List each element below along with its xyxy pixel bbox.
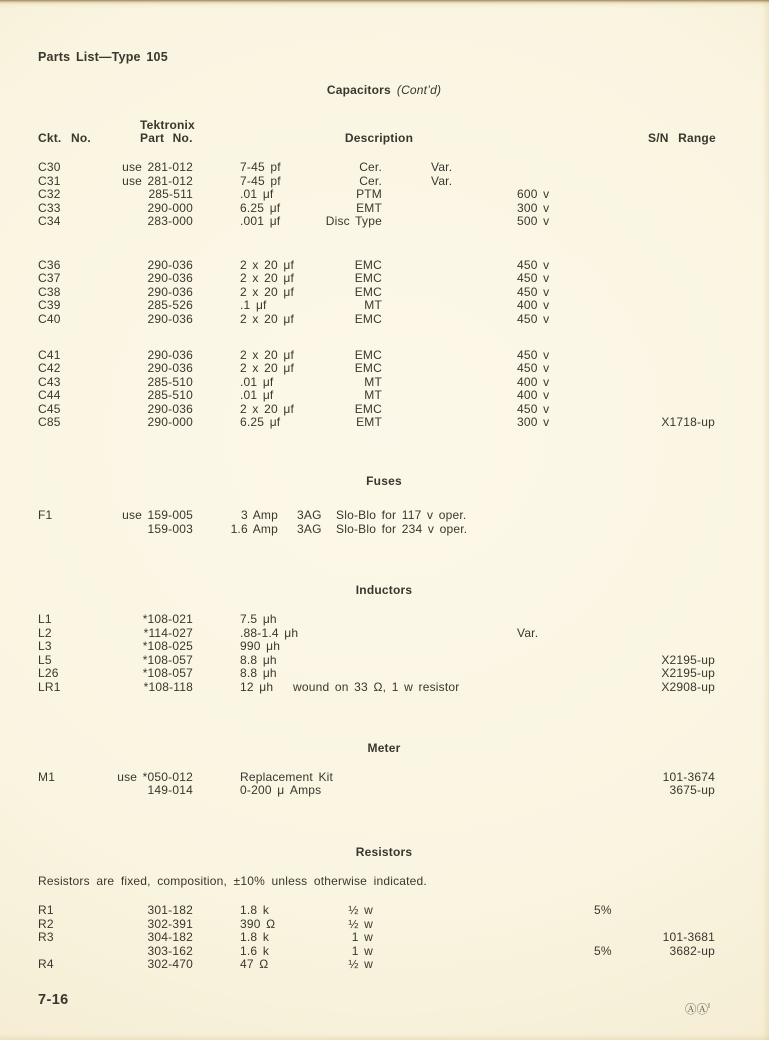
cell-part: 302-391 [147,916,193,931]
section-title-text: Capacitors [326,83,391,97]
section-title-text: Inductors [355,583,413,597]
cell-val: 390 Ω [240,916,276,931]
cell-part: use 281-012 [122,173,193,188]
column-header-part-no: Part No. [140,131,193,145]
cell-watt: 1 w [351,943,373,958]
cell-val: 2 x 20 μf [240,257,295,272]
cell-ckt: M1 [38,769,56,784]
cell-ckt: L2 [38,625,52,640]
cell-val: 2 x 20 μf [240,284,295,299]
cell-watt: ½ w [348,957,373,971]
cell-volt: 450 v [517,311,550,326]
column-header-ckt-no: Ckt. No. [38,131,91,145]
cell-val: 12 μh [240,679,274,694]
cell-ckt: C31 [38,173,61,188]
cell-val: .001 μf [240,214,281,228]
cell-type: EMT [356,415,382,429]
cell-type: Cer. [359,173,382,188]
cell-type: EMC [354,361,382,375]
cell-amp: 3 Amp [240,508,278,522]
cell-volt: 450 v [517,284,550,299]
cell-part: 290-036 [147,361,193,375]
cell-val: 47 Ω [240,957,269,971]
cell-val: 8.8 μh [240,652,277,667]
section-title-resistors [356,846,413,859]
stamp-superscript: I [708,1003,710,1010]
section-title-text: Meter [367,741,401,755]
cell-part: *114-027 [143,625,193,640]
cell-amp: 1.6 Amp [230,521,278,536]
cell-ckt: C36 [38,257,61,272]
cell-type: EMC [354,401,382,416]
cell-ckt: R2 [38,916,54,931]
cell-volt: 300 v [517,415,550,429]
cell-ckt: C39 [38,298,61,312]
cell-part: *108-118 [143,679,193,694]
cell-part: 290-000 [147,415,193,429]
cell-val: 990 μh [240,639,281,653]
page-number: 7-16 [38,992,69,1008]
cell-val: 7-45 pf [240,160,281,174]
cell-sn: 3675-up [669,783,715,797]
cell-val: .01 μf [240,187,274,201]
cell-tol: 5% [594,943,612,958]
cell-volt: 400 v [517,388,550,402]
cell-val: .88-1.4 μh [240,625,299,640]
cell-val: 2 x 20 μf [240,271,295,285]
cell-volt: 450 v [517,401,550,416]
cell-part: 285-510 [147,374,193,389]
cell-sn: 101-3674 [662,769,715,784]
section-title-meter [367,742,400,755]
cell-ckt: R3 [38,930,54,944]
column-header-sn-range: S/N Range [648,131,716,145]
cell-val: .01 μf [240,374,274,389]
cell-ckt: C45 [38,401,61,416]
cell-ckt: L5 [38,652,52,667]
cell-ckt: C85 [38,415,61,429]
resistor-note: Resistors are fixed, composition, ±10% unless otherwise indicated. [38,874,427,888]
cell-part: *108-025 [142,639,193,653]
cell-val: 0-200 μ Amps [240,783,322,797]
cell-part: 159-003 [147,521,193,536]
cell-part: 285-510 [147,388,193,402]
cell-volt: Var. [517,625,539,640]
cell-volt: 450 v [517,347,550,362]
cell-val: 7-45 pf [240,173,281,188]
cell-ckt: C40 [38,311,61,326]
cell-ckt: R1 [38,903,54,917]
cell-ckt: C32 [38,187,61,201]
cell-part: 290-036 [147,284,193,299]
cell-val: 6.25 μf [240,200,281,215]
cell-part: *108-021 [142,612,193,626]
cell-rest: Slo-Blo for 117 v oper. [336,508,467,522]
cell-type: EMC [354,284,382,299]
cell-sn: X2195-up [661,666,715,680]
cell-watt: ½ w [348,903,373,917]
cell-ckt: C43 [38,374,61,389]
cell-ckt: C30 [38,160,61,174]
cell-part: use 159-005 [122,508,193,522]
cell-var: Var. [431,173,453,188]
cell-ckt: C34 [38,214,61,228]
cell-part: 290-036 [147,401,193,416]
cell-val: .1 μf [240,298,267,312]
section-title-suffix: (Cont’d) [396,83,442,97]
section-title-text: Fuses [366,474,402,488]
cell-part: use *050-012 [117,769,193,784]
inspection-stamp [685,1003,710,1016]
cell-part: use 281-012 [122,160,193,174]
cell-part: 285-511 [148,187,193,201]
cell-type: EMC [354,347,382,362]
cell-size: 3AG [297,521,322,536]
cell-type: Disc Type [325,214,382,228]
cell-var: Var. [431,160,453,174]
cell-part: 290-036 [147,347,193,362]
cell-ckt: L1 [38,612,52,626]
cell-rest: Slo-Blo for 234 v oper. [336,521,468,536]
cell-volt: 600 v [517,187,550,201]
cell-val: 1.8 k [240,930,270,944]
section-title-fuses [366,475,402,488]
cell-part: 302-470 [147,957,193,971]
cell-volt: 400 v [517,298,550,312]
cell-ckt: C41 [38,347,61,362]
cell-val: 8.8 μh [240,666,277,680]
cell-type: EMC [354,311,382,326]
cell-sn: X2195-up [661,652,715,667]
cell-ckt: C42 [38,361,61,375]
cell-sn: 3682-up [669,943,715,958]
cell-part: 283-000 [147,214,193,228]
cell-watt: 1 w [351,930,373,944]
cell-part: 290-000 [147,200,193,215]
cell-part: 303-162 [147,943,193,958]
cell-val: Replacement Kit [240,769,334,784]
cell-val: 2 x 20 μf [240,401,295,416]
section-title-inductors [356,584,412,597]
cell-part: 149-014 [147,783,193,797]
cell-volt: 450 v [517,361,550,375]
page-title: Parts List—Type 105 [38,50,168,64]
cell-type: MT [364,388,382,402]
cell-type: PTM [356,187,382,201]
cell-ckt: C38 [38,284,61,299]
cell-ckt: L26 [38,666,59,680]
cell-part: 290-036 [147,311,193,326]
cell-val: 7.5 μh [240,612,277,626]
cell-ckt: LR1 [38,679,61,694]
cell-type: Cer. [359,160,382,174]
cell-ckt: R4 [38,957,54,971]
cell-part: 290-036 [147,271,193,285]
cell-type: EMT [356,200,382,215]
column-header-tektronix: Tektronix [140,118,195,132]
column-header-description: Description [344,131,414,145]
section-title-capacitors [327,84,441,97]
cell-volt: 450 v [517,257,550,272]
cell-type: MT [364,298,382,312]
cell-part: 304-182 [147,930,193,944]
cell-ckt: L3 [38,639,52,653]
cell-part: 285-526 [147,298,193,312]
section-title-text: Resistors [355,845,413,859]
cell-sn: X2908-up [661,679,715,694]
cell-volt: 500 v [517,214,550,228]
cell-wound: wound on 33 Ω, 1 w resistor [293,679,460,694]
cell-val: 1.8 k [240,903,270,917]
cell-part: 290-036 [147,257,193,272]
cell-ckt: F1 [38,508,53,522]
cell-volt: 400 v [517,374,550,389]
cell-part: *108-057 [142,652,193,667]
cell-val: 1.6 k [240,943,270,958]
cell-val: 6.25 μf [240,415,281,429]
cell-ckt: C44 [38,388,61,402]
stamp-circled-a-icon: ⒶⒶ [685,1003,708,1016]
cell-sn: 101-3681 [662,930,715,944]
cell-type: EMC [354,257,382,272]
cell-size: 3AG [297,508,322,522]
cell-part: 301-182 [147,903,193,917]
cell-tol: 5% [594,903,612,917]
cell-val: 2 x 20 μf [240,361,295,375]
cell-volt: 300 v [517,200,550,215]
cell-watt: ½ w [348,916,373,931]
cell-type: MT [364,374,382,389]
cell-part: *108-057 [142,666,193,680]
cell-val: .01 μf [240,388,274,402]
cell-val: 2 x 20 μf [240,311,295,326]
cell-ckt: C33 [38,200,61,215]
cell-sn: X1718-up [661,415,715,429]
cell-val: 2 x 20 μf [240,347,295,362]
cell-ckt: C37 [38,271,61,285]
cell-volt: 450 v [517,271,550,285]
cell-type: EMC [354,271,382,285]
